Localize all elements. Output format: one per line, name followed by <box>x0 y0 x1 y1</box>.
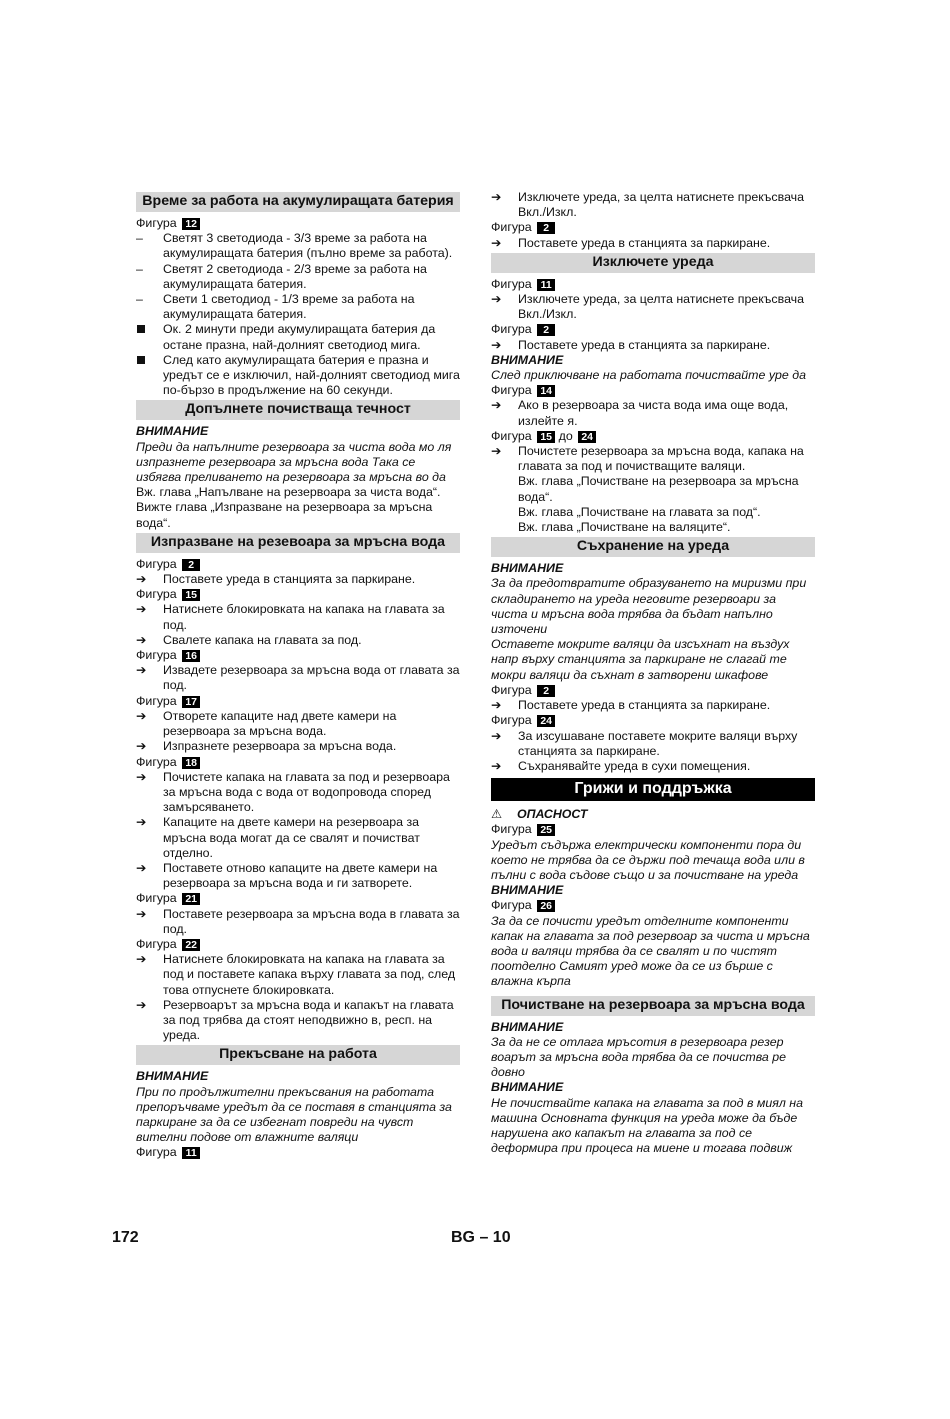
figure-ref: Фигура 2 <box>491 322 815 337</box>
dash-marker: – <box>136 261 143 276</box>
step-item: ➔ Извадете резервоара за мръсна вода от главата за под. <box>136 663 460 693</box>
danger-text: Уредът съдържа електрически компоненти пора ди което не трябва да се държи под течаща вода или в пълни с вода съдове също и за почистване на уреда <box>491 837 805 882</box>
step-item: ➔ Изпразнете резервоара за мръсна вода. <box>136 739 397 754</box>
arrow-icon: ➔ <box>491 444 502 459</box>
section-heading: Време за работа на акумулиращата батерия <box>136 192 460 212</box>
step-item: ➔ Почистете резервоара за мръсна вода, капака на главата за под и почистващите валяци. <box>491 444 804 474</box>
step-item: ➔ Поставете уреда в станцията за паркиране. <box>491 235 771 250</box>
arrow-icon: ➔ <box>136 997 147 1012</box>
figure-number-badge: 26 <box>537 900 555 912</box>
bullet-item: След като акумулиращата батерия е празна и уредът се е изключил, най-долният светодиод мига по-бързо в продължение на 60 секунди. <box>136 353 460 399</box>
step-item: ➔ Поставете уреда в станцията за паркиране. <box>491 337 771 352</box>
section-heading: Допълнете почистваща течност <box>136 400 460 420</box>
section-heading: Почистване на резервоара за мръсна вода <box>491 996 815 1016</box>
arrow-icon: ➔ <box>136 602 147 617</box>
arrow-icon: ➔ <box>491 235 502 250</box>
figure-ref: Фигура 12 <box>136 216 460 231</box>
warning-text: След приключване на работата почиствайте уре да <box>491 368 806 383</box>
figure-ref: Фигура 26 <box>491 898 815 913</box>
arrow-icon: ➔ <box>491 190 502 204</box>
figure-number-badge: 2 <box>537 324 555 336</box>
warning-text: За да не се отлага мръсотия в резервоара резер воарът за мръсна вода трябва да се почиства ре довно <box>491 1034 787 1080</box>
reference-item: Вж. глава „Почистване на резервоара за мръсна вода“. <box>518 474 799 504</box>
paragraph: Вж. глава „Напълване на резервоара за чиста вода“. <box>136 485 441 500</box>
figure-number-badge: 2 <box>537 685 555 697</box>
arrow-icon: ➔ <box>491 337 502 352</box>
figure-number-badge: 21 <box>182 893 200 905</box>
step-item: ➔ Поставете резервоара за мръсна вода в главата за под. <box>136 906 460 936</box>
warning-label: ВНИМАНИЕ <box>491 1019 564 1034</box>
dash-item: – Светят 2 светодиода - 2/3 време за работа на акумулиращата батерия. <box>136 261 427 291</box>
danger-label: ⚠ ОПАСНОСТ <box>491 807 588 822</box>
warning-text: Преди да напълните резервоара за чиста вода мо ля изпразнете резервоара за мръсна вода Така се избягва преливането на резервоара за мръсна во да <box>136 439 452 485</box>
warning-text: Оставете мокрите валяци да изсъхнат на въздух напр върху станцията за паркиране не слагай те мокри валяци да съхнат в затворени шкафове <box>491 637 790 682</box>
dash-item: – Свети 1 светодиод - 1/3 време за работа на акумулиращата батерия. <box>136 292 415 322</box>
warning-label: ВНИМАНИЕ <box>491 1080 564 1095</box>
figure-number-badge: 15 <box>537 431 555 443</box>
warning-text: За да се почисти уредът отделните компоненти капак на главата за под резервоар за чиста и мръсна вода и валяци трябва да се свалят и по чистят поотделно Самият уред може да се из бърше с влажна кърпа <box>491 913 810 989</box>
figure-number-badge: 24 <box>537 715 555 727</box>
arrow-icon: ➔ <box>136 739 147 754</box>
figure-ref: Фигура 2 <box>491 683 815 698</box>
arrow-icon: ➔ <box>491 698 502 713</box>
step-item: ➔ Изключете уреда, за целта натиснете прекъсвача Вкл./Изкл. <box>491 190 805 220</box>
figure-ref: Фигура 15 <box>136 587 460 602</box>
left-column <box>136 190 460 1161</box>
reference-item: Вж. глава „Почистване на валяците“. <box>518 520 731 535</box>
step-item: ➔ Натиснете блокировката на капака на главата за под. <box>136 602 445 632</box>
figure-ref: Фигура 17 <box>136 694 460 709</box>
step-item: ➔ Натиснете блокировката на капака на главата за под и поставете капака върху главата за под, след това отпуснете блокировката. <box>136 952 456 997</box>
arrow-icon: ➔ <box>136 952 147 967</box>
figure-number-badge: 18 <box>182 757 200 769</box>
step-item: ➔ Изключете уреда, за целта натиснете прекъсвача Вкл./Изкл. <box>491 292 805 322</box>
step-item: ➔ Ако в резервоара за чиста вода има още вода, излейте я. <box>491 398 789 428</box>
arrow-icon: ➔ <box>136 906 147 921</box>
figure-number-badge: 15 <box>182 589 200 601</box>
figure-ref: Фигура 22 <box>136 937 460 952</box>
step-item: ➔ Поставете уреда в станцията за паркиране. <box>491 698 771 713</box>
arrow-icon: ➔ <box>491 758 502 773</box>
figure-number-badge: 22 <box>182 939 200 951</box>
warning-triangle-icon: ⚠ <box>491 807 503 822</box>
step-item: ➔ Поставете отново капаците на двете камери на резервоара за мръсна вода и ги затворете. <box>136 860 438 891</box>
bullet-item: Ок. 2 минути преди акумулиращата батерия да остане празна, най-долният светодиод мига. <box>136 322 460 352</box>
figure-number-badge: 2 <box>537 222 555 234</box>
figure-ref: Фигура 14 <box>491 383 815 398</box>
step-item: ➔ Отворете капаците над двете камери на резервоара за мръсна вода. <box>136 708 397 739</box>
section-heading: Изпразване на резевоара за мръсна вода <box>136 533 460 553</box>
step-item: ➔ Поставете уреда в станцията за паркиране. <box>136 572 416 587</box>
warning-text: За да предотвратите образуването на миризми при складирането на уреда неговите резервоари за чиста и мръсна вода трябва да бъдат напълно източени <box>491 576 807 637</box>
figure-ref: Фигура 11 <box>136 1145 460 1160</box>
arrow-icon: ➔ <box>491 398 502 413</box>
section-heading: Съхранение на уреда <box>491 537 815 557</box>
figure-ref: Фигура 24 <box>491 713 815 728</box>
figure-number-badge: 24 <box>578 431 596 443</box>
step-item: ➔ Съхранявайте уреда в сухи помещения. <box>491 758 751 773</box>
figure-number-badge: 17 <box>182 696 200 708</box>
warning-label: ВНИМАНИЕ <box>491 561 564 576</box>
arrow-icon: ➔ <box>491 292 502 307</box>
chapter-heading: Грижи и поддръжка <box>491 778 815 801</box>
arrow-icon: ➔ <box>136 632 147 647</box>
figure-number-badge: 25 <box>537 824 555 836</box>
square-bullet-icon <box>136 322 156 337</box>
figure-number-badge: 11 <box>537 279 555 291</box>
warning-label: ВНИМАНИЕ <box>491 883 564 898</box>
figure-ref: Фигура 21 <box>136 891 460 906</box>
figure-ref: Фигура 2 <box>491 220 815 235</box>
warning-text: При по продължителни прекъсвания на работата препоръчваме уредът да се поставя в станцията за паркиране за да се избегнат повреди на чувст вителни подове от влажните валяци <box>136 1084 452 1145</box>
step-item: ➔ Свалете капака на главата за под. <box>136 632 362 647</box>
step-item: ➔ Капаците на двете камери на резервоара за мръсна вода могат да се свалят и почистват отделно. <box>136 815 420 860</box>
square-bullet-icon <box>136 353 156 368</box>
figure-ref: Фигура 2 <box>136 557 460 572</box>
figure-number-badge: 11 <box>182 1147 200 1159</box>
dash-marker: – <box>136 292 143 307</box>
arrow-icon: ➔ <box>136 769 147 784</box>
arrow-icon: ➔ <box>136 572 147 587</box>
warning-label: ВНИМАНИЕ <box>136 1069 209 1084</box>
paragraph: Вижте глава „Изпразване на резервоара за мръсна вода“. <box>136 500 433 530</box>
figure-number-badge: 16 <box>182 650 200 662</box>
figure-ref: Фигура 11 <box>491 277 815 292</box>
arrow-icon: ➔ <box>136 815 147 830</box>
figure-ref: Фигура 25 <box>491 822 815 837</box>
warning-label: ВНИМАНИЕ <box>136 424 209 439</box>
page-number: 172 <box>112 1229 139 1246</box>
figure-ref: Фигура 16 <box>136 648 460 663</box>
step-item: ➔ Почистете капака на главата за под и резервоара за мръсна вода с вода от водопровода според замърсяването. <box>136 769 450 815</box>
arrow-icon: ➔ <box>136 663 147 678</box>
arrow-icon: ➔ <box>136 708 147 723</box>
figure-number-badge: 14 <box>537 385 555 397</box>
dash-item: – Светят 3 светодиода - 3/3 време за работа на акумулиращата батерия (пълно време за работа). <box>136 231 453 261</box>
reference-item: Вж. глава „Почистване на главата за под“. <box>518 504 761 519</box>
figure-ref: Фигура 18 <box>136 755 460 770</box>
figure-ref: Фигура 15 до 24 <box>491 429 815 444</box>
warning-text: Не почиствайте капака на главата за под в миял на машина Основната функция на уреда може да бъде нарушена ако капакът на главата за под се деформира при процеса на миене и тогава подвиж <box>491 1095 803 1156</box>
warning-label: ВНИМАНИЕ <box>491 352 564 367</box>
right-column <box>491 190 815 1156</box>
figure-number-badge: 12 <box>182 218 200 230</box>
page-code: BG – 10 <box>451 1229 511 1246</box>
step-item: ➔ За изсушаване поставете мокрите валяци върху станцията за паркиране. <box>491 728 798 758</box>
section-heading: Изключете уреда <box>491 253 815 273</box>
arrow-icon: ➔ <box>491 728 502 743</box>
section-heading: Прекъсване на работа <box>136 1045 460 1065</box>
arrow-icon: ➔ <box>136 860 147 875</box>
figure-number-badge: 2 <box>182 559 200 571</box>
step-item: ➔ Резервоарът за мръсна вода и капакът на главата за под трябва да стоят неподвижно в, респ. на уреда. <box>136 997 454 1043</box>
dash-marker: – <box>136 231 143 246</box>
